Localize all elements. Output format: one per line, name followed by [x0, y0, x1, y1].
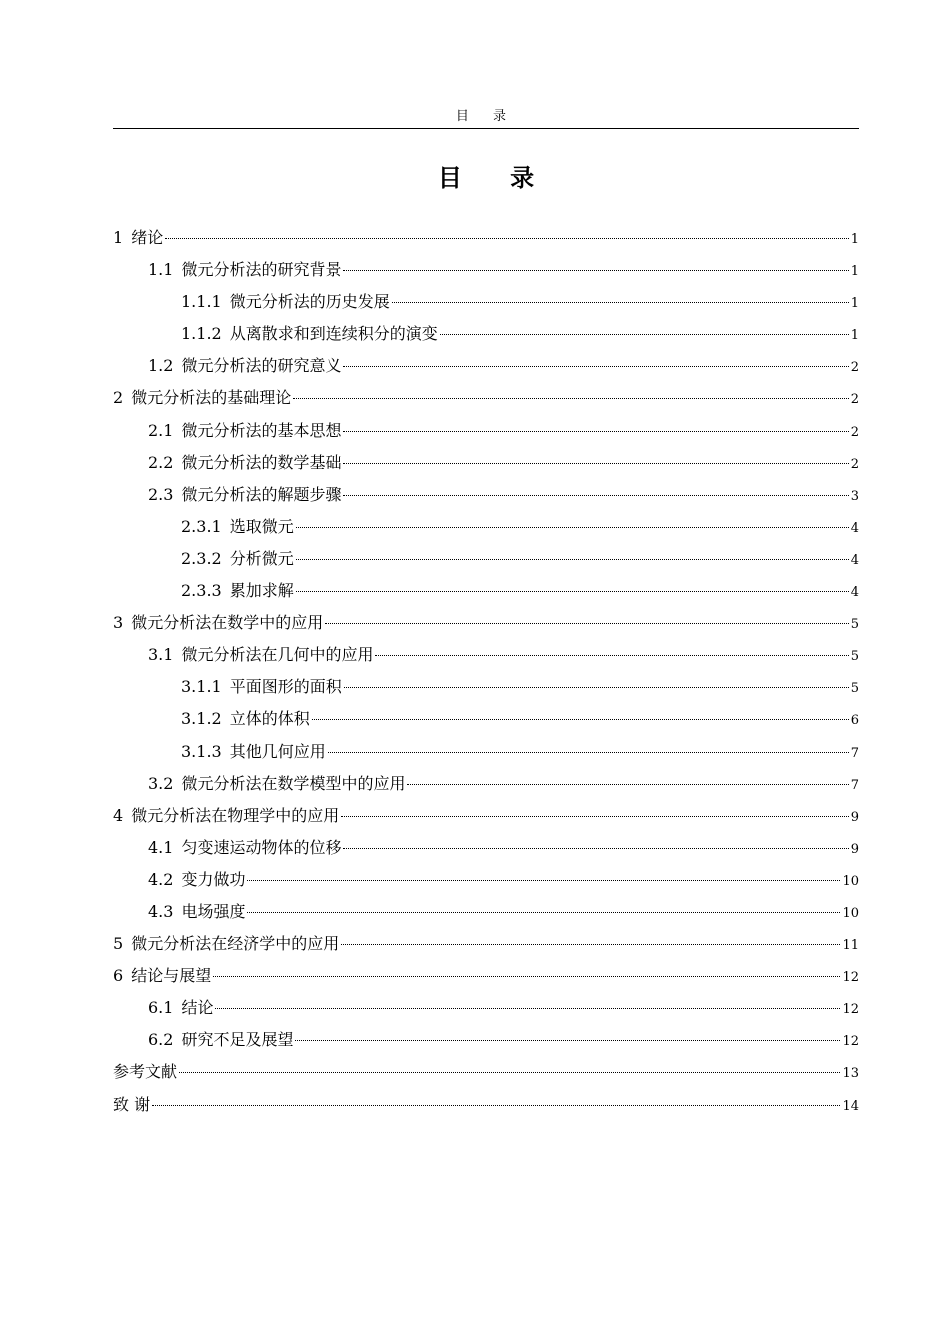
toc-dot-leader — [343, 495, 848, 496]
toc-page-number: 2 — [850, 424, 859, 440]
toc-dot-leader — [295, 1040, 840, 1041]
toc-page-number: 2 — [850, 456, 859, 472]
toc-entry-title: 平面图形的面积 — [229, 677, 342, 697]
toc-page-number: 7 — [850, 777, 859, 793]
toc-entry-title: 致 谢 — [113, 1094, 151, 1114]
toc-dot-leader — [296, 591, 849, 592]
toc-entry-number: 3.1 — [148, 645, 174, 665]
toc-page-number: 1 — [850, 264, 859, 280]
toc-entry-number: 2.3.2 — [181, 548, 222, 568]
toc-entry-title: 微元分析法的历史发展 — [229, 292, 390, 312]
toc-page-number: 5 — [850, 649, 859, 665]
toc-dot-leader — [343, 366, 848, 367]
running-header: 目 录 — [455, 109, 517, 124]
toc-entry-title: 从离散求和到连续积分的演变 — [229, 324, 438, 344]
toc-page-number: 14 — [842, 1098, 859, 1114]
toc-entry-number: 1.1.1 — [181, 292, 222, 312]
toc-entry-number: 3.1.3 — [181, 741, 222, 761]
toc-entry-number: 4.3 — [148, 901, 174, 921]
toc-dot-leader — [343, 848, 848, 849]
toc-entry-number: 2.3 — [148, 484, 174, 504]
toc-dot-leader — [152, 1105, 840, 1106]
toc-entry[interactable] — [113, 415, 859, 447]
toc-entry-number: 5 — [113, 934, 124, 954]
toc-page-number: 9 — [850, 809, 859, 825]
toc-entry[interactable] — [113, 511, 859, 543]
toc-entry-title: 选取微元 — [229, 516, 294, 536]
toc-dot-leader — [247, 880, 840, 881]
toc-entry[interactable] — [113, 447, 859, 479]
toc-entry-number: 1.2 — [148, 356, 174, 376]
toc-dot-leader — [293, 398, 849, 399]
toc-page-number: 12 — [842, 1034, 859, 1050]
toc-entry[interactable] — [113, 543, 859, 575]
toc-page-number: 5 — [850, 681, 859, 697]
toc-entry-number: 2.3.3 — [181, 581, 222, 601]
toc-entry-title: 立体的体积 — [229, 709, 310, 729]
toc-entry[interactable] — [113, 1024, 859, 1056]
header-divider — [113, 128, 859, 129]
toc-dot-leader — [392, 302, 849, 303]
toc-page-number: 10 — [842, 905, 859, 921]
toc-dot-leader — [165, 238, 849, 239]
toc-dot-leader — [325, 623, 849, 624]
toc-entry-title: 微元分析法在物理学中的应用 — [131, 805, 340, 825]
toc-entry-title: 结论 — [181, 998, 214, 1018]
toc-entry-title: 参考文献 — [113, 1062, 178, 1082]
toc-entry[interactable] — [113, 800, 859, 832]
toc-page-number: 1 — [850, 328, 859, 344]
toc-entry-number: 1.1.2 — [181, 324, 222, 344]
toc-entry-title: 微元分析法的解题步骤 — [181, 484, 342, 504]
toc-dot-leader — [343, 431, 848, 432]
toc-dot-leader — [215, 1008, 840, 1009]
toc-entry[interactable] — [113, 639, 859, 671]
toc-entry-title: 微元分析法在数学中的应用 — [131, 613, 324, 633]
toc-entry-title: 微元分析法的研究背景 — [181, 260, 342, 280]
toc-dot-leader — [407, 784, 848, 785]
toc-entry-title: 其他几何应用 — [229, 741, 326, 761]
toc-entry[interactable] — [113, 832, 859, 864]
toc-page-number: 10 — [842, 873, 859, 889]
toc-dot-leader — [440, 334, 849, 335]
toc-dot-leader — [375, 655, 848, 656]
toc-page-number: 4 — [850, 585, 859, 601]
toc-entry-number: 1.1 — [148, 260, 174, 280]
toc-page-number: 4 — [850, 520, 859, 536]
toc-entry-number: 3 — [113, 613, 124, 633]
toc-entry-number: 4.1 — [148, 837, 174, 857]
toc-entry[interactable] — [113, 960, 859, 992]
toc-entry[interactable] — [113, 479, 859, 511]
toc-dot-leader — [312, 719, 849, 720]
toc-dot-leader — [343, 463, 848, 464]
toc-dot-leader — [328, 752, 849, 753]
toc-page-number: 7 — [850, 745, 859, 761]
toc-entry[interactable] — [113, 350, 859, 382]
toc-entry-title: 微元分析法的基础理论 — [131, 388, 292, 408]
toc-entry[interactable] — [113, 254, 859, 286]
toc-entry-title: 微元分析法的基本思想 — [181, 420, 342, 440]
toc-entry[interactable] — [113, 703, 859, 735]
toc-entry-number: 3.2 — [148, 773, 174, 793]
toc-entry-title: 变力做功 — [181, 869, 246, 889]
toc-entry-number: 4.2 — [148, 869, 174, 889]
toc-entry[interactable] — [113, 318, 859, 350]
toc-page-number: 3 — [850, 488, 859, 504]
toc-entry-number: 3.1.2 — [181, 709, 222, 729]
toc-page-number: 1 — [850, 296, 859, 312]
toc-page-number: 12 — [842, 970, 859, 986]
toc-page-number: 5 — [850, 617, 859, 633]
toc-entry[interactable] — [113, 896, 859, 928]
toc-page-number: 12 — [842, 1002, 859, 1018]
toc-dot-leader — [296, 559, 849, 560]
table-of-contents — [113, 222, 859, 1121]
toc-entry[interactable] — [113, 1089, 859, 1121]
toc-page-number: 6 — [850, 713, 859, 729]
toc-entry-title: 绪论 — [131, 228, 164, 247]
toc-entry[interactable] — [113, 864, 859, 896]
toc-dot-leader — [247, 912, 840, 913]
toc-entry[interactable] — [113, 607, 859, 639]
toc-entry[interactable] — [113, 382, 859, 414]
toc-entry[interactable] — [113, 992, 859, 1024]
toc-page-number: 1 — [850, 232, 859, 247]
page-title: 目 录 — [437, 164, 555, 192]
toc-entry-number: 2.2 — [148, 452, 174, 472]
toc-entry-number: 6.2 — [148, 1030, 174, 1050]
toc-page-number: 4 — [850, 552, 859, 568]
toc-page-number: 13 — [842, 1066, 859, 1082]
toc-entry-title: 研究不足及展望 — [181, 1030, 294, 1050]
toc-entry-number: 2.1 — [148, 420, 174, 440]
toc-dot-leader — [296, 527, 849, 528]
toc-dot-leader — [341, 816, 849, 817]
toc-entry-number: 6 — [113, 966, 124, 986]
toc-entry-title: 微元分析法的研究意义 — [181, 356, 342, 376]
toc-entry-title: 电场强度 — [181, 901, 246, 921]
toc-entry-title: 匀变速运动物体的位移 — [181, 837, 342, 857]
toc-entry-title: 微元分析法在几何中的应用 — [181, 645, 374, 665]
toc-page-number: 9 — [850, 841, 859, 857]
toc-entry[interactable] — [113, 928, 859, 960]
toc-entry-number: 2.3.1 — [181, 516, 222, 536]
toc-dot-leader — [343, 270, 848, 271]
toc-entry[interactable] — [113, 286, 859, 318]
toc-entry-title: 累加求解 — [229, 581, 294, 601]
toc-entry[interactable] — [113, 222, 859, 254]
toc-entry-title: 微元分析法的数学基础 — [181, 452, 342, 472]
toc-dot-leader — [213, 976, 840, 977]
toc-entry[interactable] — [113, 671, 859, 703]
toc-page-number: 11 — [842, 938, 859, 954]
toc-page-number: 2 — [850, 392, 859, 408]
toc-entry-title: 结论与展望 — [131, 966, 212, 986]
toc-dot-leader — [179, 1072, 840, 1073]
toc-entry[interactable] — [113, 768, 859, 800]
toc-dot-leader — [344, 687, 849, 688]
toc-dot-leader — [341, 944, 840, 945]
toc-entry-number: 2 — [113, 388, 124, 408]
toc-entry-title: 微元分析法在数学模型中的应用 — [181, 773, 406, 793]
toc-entry-number: 6.1 — [148, 998, 174, 1018]
toc-entry-number: 1 — [113, 228, 124, 247]
toc-entry-title: 微元分析法在经济学中的应用 — [131, 934, 340, 954]
toc-entry[interactable] — [113, 575, 859, 607]
toc-entry[interactable] — [113, 1056, 859, 1088]
toc-entry-number: 3.1.1 — [181, 677, 222, 697]
toc-entry-number: 4 — [113, 805, 124, 825]
toc-page-number: 2 — [850, 360, 859, 376]
toc-entry-title: 分析微元 — [229, 548, 294, 568]
toc-entry[interactable] — [113, 736, 859, 768]
